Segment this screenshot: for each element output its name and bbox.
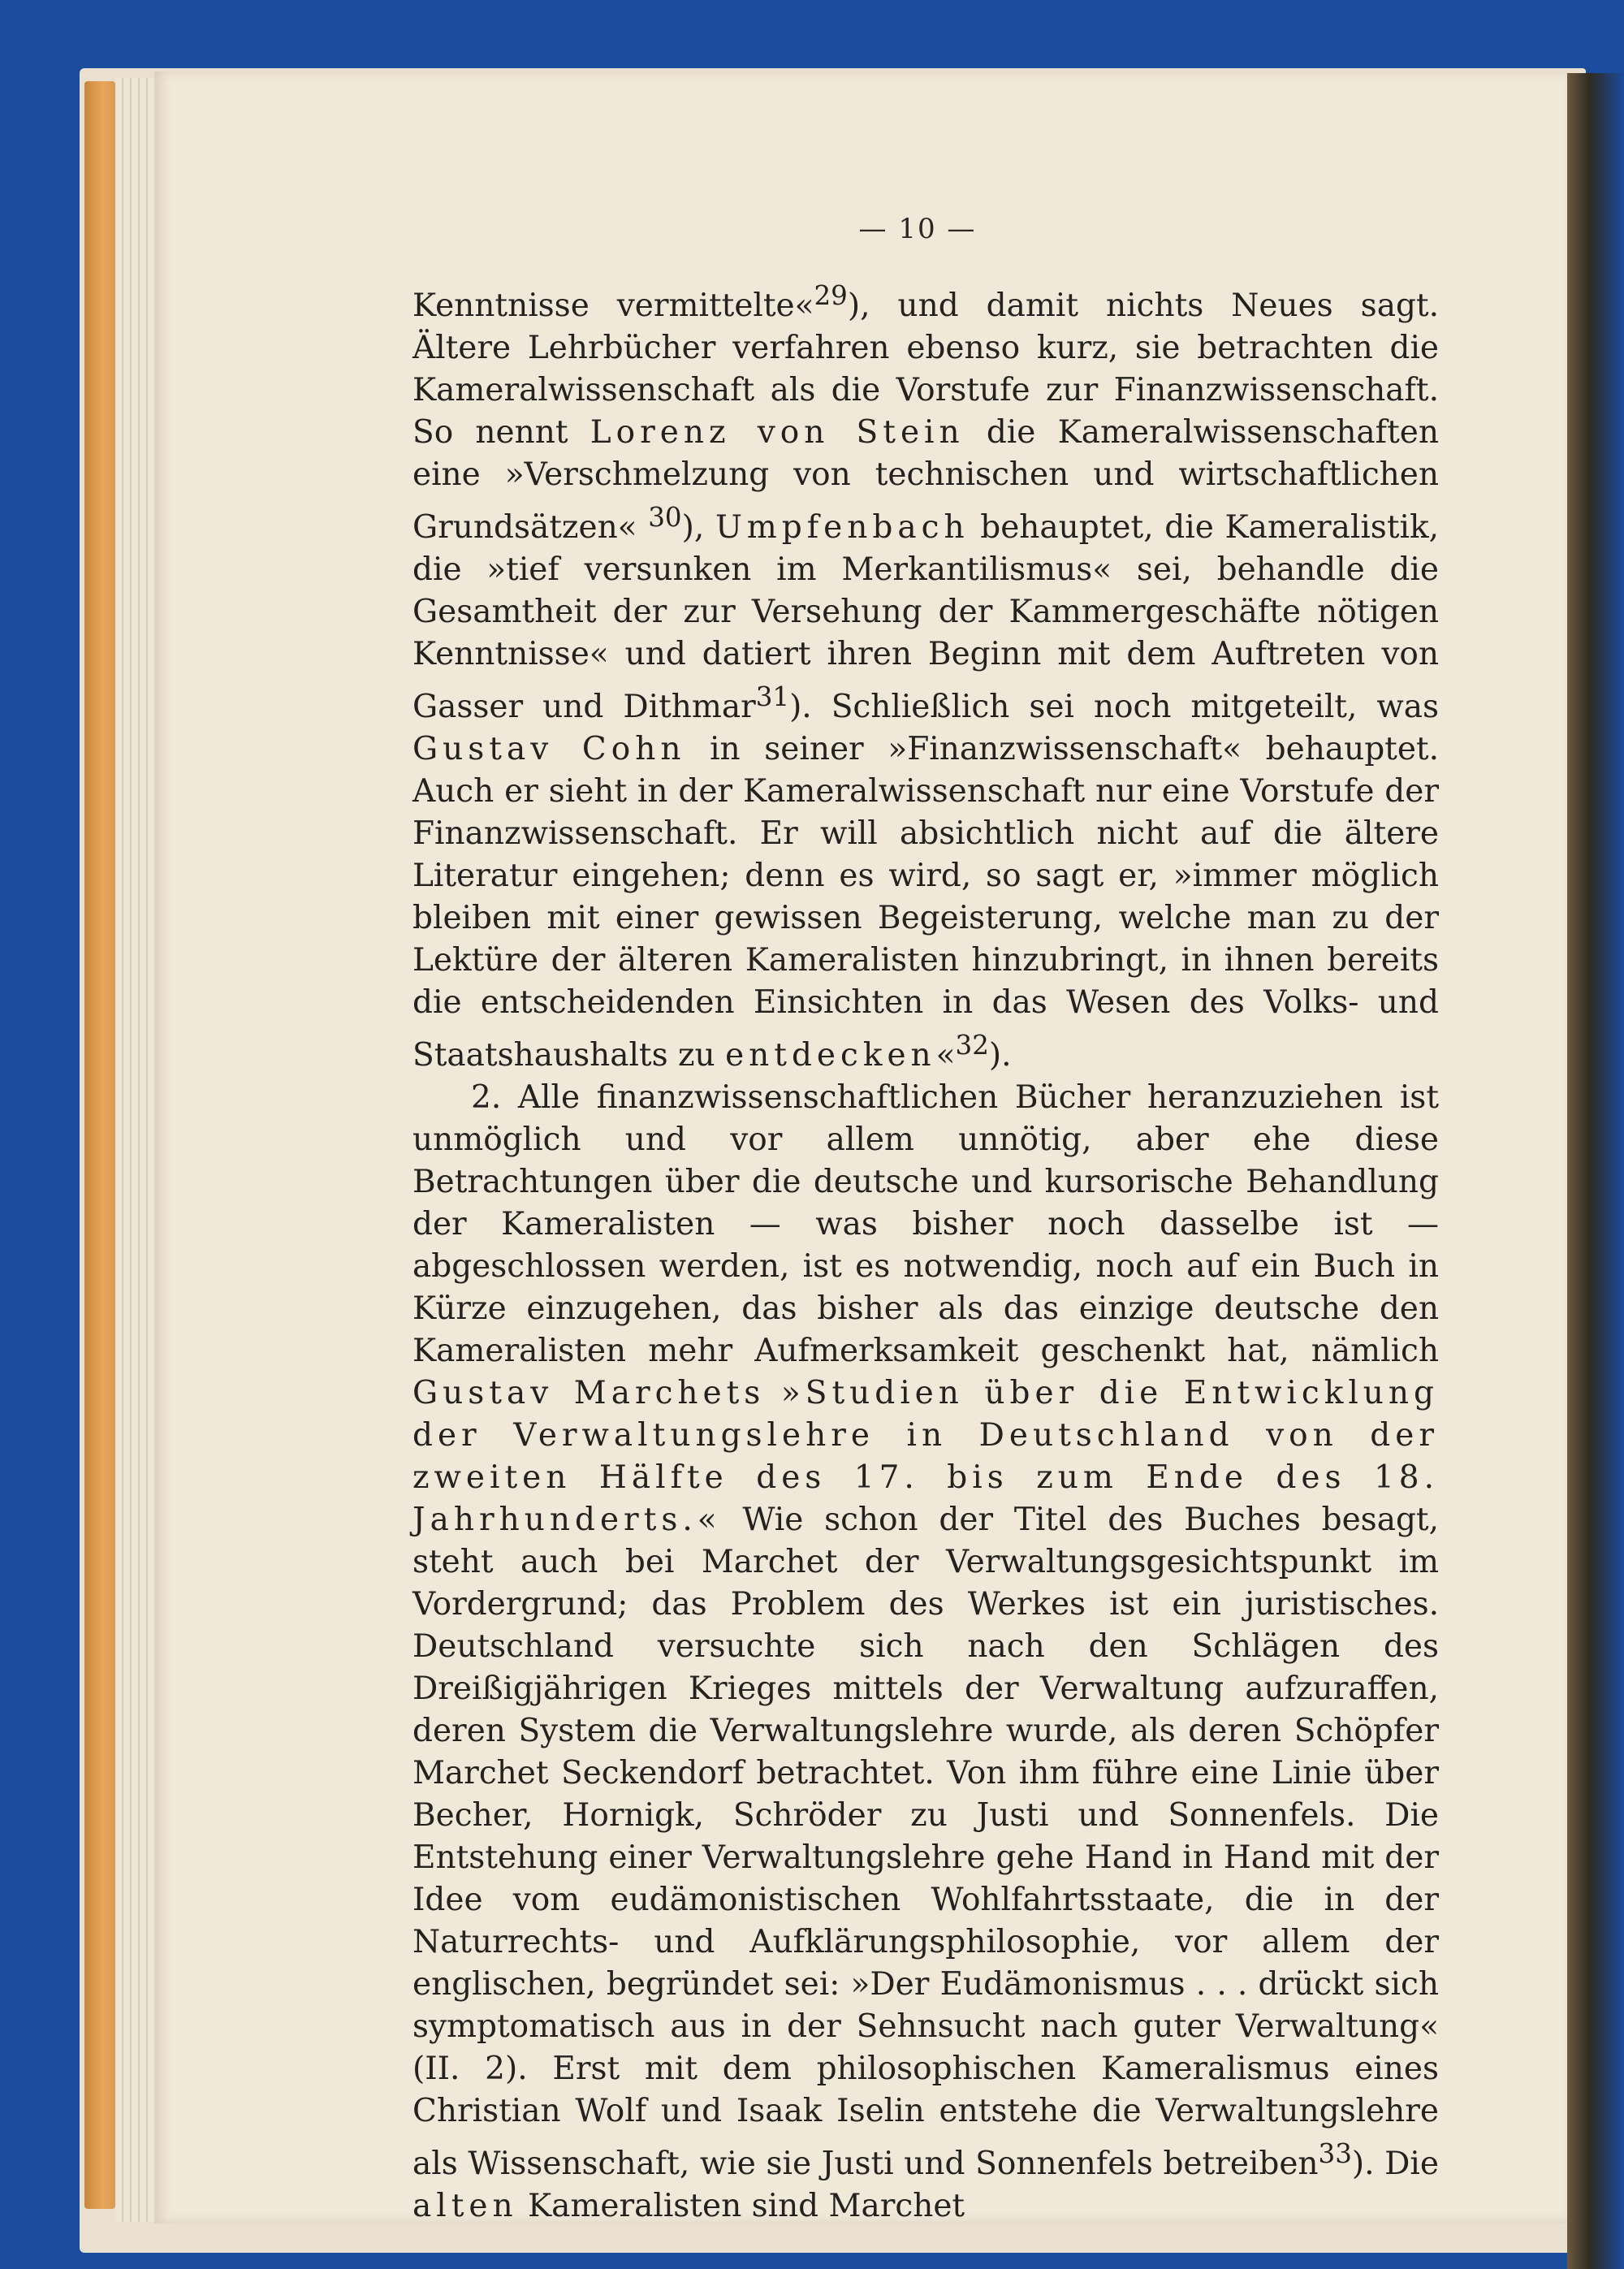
author-umpfenbach: Umpfenbach (715, 509, 970, 546)
footnote-ref-30: 30 (648, 502, 682, 533)
paragraph-1 (412, 274, 1439, 1077)
author-lorenz-von-stein: Lorenz von Stein (590, 414, 965, 451)
footnote-ref-29: 29 (814, 280, 848, 311)
text-run: ), und damit nichts Neues sagt. Ältere Lehrbücher verfahren ebenso kurz, sie betrachten die Kameralwissenschaft als die Vorstufe zur Finanzwissenschaft. So nennt (412, 287, 1439, 451)
text-run: Kameralisten sind Marchet (517, 2188, 965, 2224)
footnote-ref-31: 31 (755, 681, 790, 712)
text-run: behauptet, die Kameralistik, die »tief versunken im Merkantilismus« sei, behandle die Gesamtheit der zur Versehung der Kammergeschäfte nötigen Kenntnisse« und datiert ihren Beginn mit dem Auftreten von Gasser und Dithmar (412, 509, 1439, 725)
text-run: ). Die (1351, 2146, 1439, 2182)
author-gustav-marchet: Gustav Marchets (412, 1375, 766, 1411)
body-text (412, 274, 1439, 2228)
book-title: »Studien über die Entwicklung der Verwaltungslehre in Deutschland von der zweiten Hälfte des 17. bis zum Ende des 18. Jahrhunderts.« (412, 1375, 1439, 1538)
text-run: die Kameralwissenschaften eine »Verschmelzung von technischen und wirtschaftlichen Grundsätzen« (412, 414, 1439, 546)
page-edge-orange (84, 81, 115, 2209)
text-run: Kenntnisse vermittelte« (412, 287, 814, 324)
text-run: ), (681, 509, 715, 546)
paragraph-2 (412, 1077, 1439, 2228)
text-run (765, 1375, 781, 1411)
text-run: in seiner »Finanzwissenschaft« behauptet. Auch er sieht in der Kameralwissenschaft nur eine Vorstufe der Finanzwissenschaft. Er will absichtlich nicht auf die ältere Literatur eingehen; denn es wird, so sagt er, »immer möglich bleiben mit einer gewissen Begeisterung, welche man zu der Lektüre der älteren Kameralisten hinzubringt, in ihnen bereits die entscheidenden Einsichten in das Wesen des Volks- und Staatshaushalts zu (412, 731, 1439, 1074)
spaced-word-alten: alten (412, 2188, 518, 2224)
text-run: ). Schließlich sei noch mitgeteilt, was (789, 689, 1439, 725)
text-run: 2. Alle finanzwissenschaftlichen Bücher heranzuziehen ist unmöglich und vor allem unnötig, aber ehe diese Betrachtungen über die deutsche und kursorische Behandlung der Kameralisten — was bisher noch dasselbe ist — abgeschlossen werden, ist es notwendig, noch auf ein Buch in Kürze einzugehen, das bisher als das einzige deutsche den Kameralisten mehr Aufmerksamkeit geschenkt hat, nämlich (412, 1079, 1439, 1369)
text-run: Wie schon der Titel des Buches besagt, steht auch bei Marchet der Verwaltungsgesichtspunkt im Vordergrund; das Problem des Werkes ist ein juristisches. Deutschland versuchte sich nach den Schlägen des Dreißigjährigen Krieges mittels der Verwaltung aufzuraffen, deren System die Verwaltungslehre wurde, als deren Schöpfer Marchet Seckendorf betrachtet. Von ihm führe eine Linie über Becher, Hornigk, Schröder zu Justi und Sonnenfels. Die Entstehung einer Verwaltungslehre gehe Hand in Hand mit der Idee vom eudämonistischen Wohlfahrtsstaate, die in der Naturrechts- und Aufklärungsphilosophie, vor allem der englischen, begründet sei: »Der Eudämonismus . . . drückt sich symptomatisch aus in der Sehnsucht nach guter Verwaltung« (II. 2). Erst mit dem philosophischen Kameralismus eines Christian Wolf und Isaak Iselin entstehe die Verwaltungslehre als Wissenschaft, wie sie Justi und Sonnenfels betreiben (412, 1502, 1439, 2182)
right-page-edge (1567, 73, 1624, 2269)
text-run: « (935, 1037, 956, 1074)
author-gustav-cohn: Gustav Cohn (412, 731, 686, 767)
footnote-ref-33: 33 (1318, 2138, 1352, 2169)
page-number: — 10 — (858, 213, 977, 245)
footnote-ref-32: 32 (955, 1030, 989, 1061)
spaced-word-entdecken: entdecken (725, 1037, 936, 1074)
text-run: ). (988, 1037, 1012, 1074)
